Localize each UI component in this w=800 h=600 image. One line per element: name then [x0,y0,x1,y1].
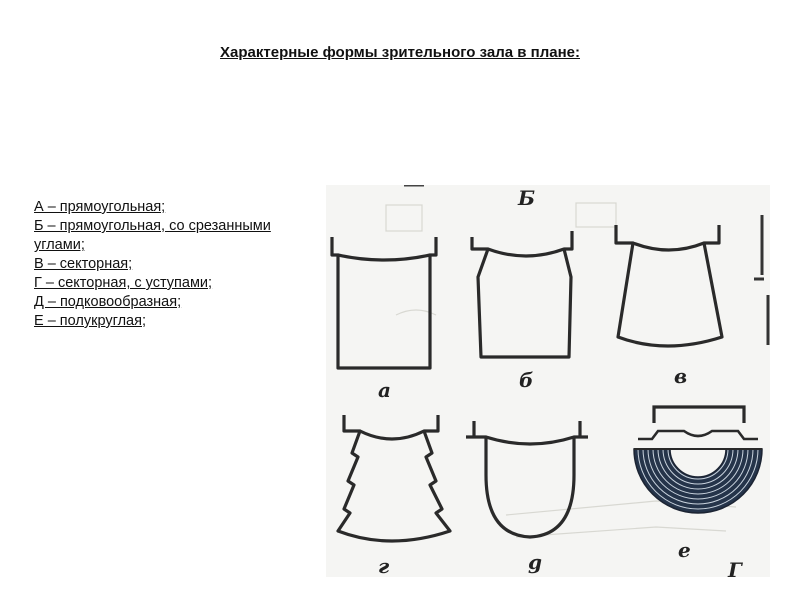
partial-shape-edge [754,215,768,345]
shape-e-semicircular [634,407,762,513]
caption-a: а [378,378,391,402]
legend-item-b: Б – прямоугольная, со срезанными углами; [34,218,271,253]
caption-b: б [519,368,534,392]
legend-item-g: Г – секторная, с уступами; [34,275,213,291]
shape-d-horseshoe [466,421,588,537]
caption-v: в [674,364,688,388]
shape-legend [34,198,304,331]
hall-shapes-diagram [326,185,770,577]
caption-g: г [378,554,390,577]
figure-bottom-label: Г [728,558,742,577]
legend-item-d: Д – подковообразная; [34,294,182,310]
legend-item-e: Е – полукруглая; [34,313,146,329]
legend-item-v: В – секторная; [34,256,133,272]
slide-title: Характерные формы зрительного зала в плане: [220,44,580,61]
shape-v-sector [616,225,722,346]
shape-a-rectangular [332,237,436,368]
figure-header-label: Б [518,186,536,210]
legend-item-a: А – прямоугольная; [34,199,166,215]
hall-shapes-figure [326,185,770,577]
shape-b-cut-corners [472,231,572,357]
caption-e: е [678,538,691,562]
shape-g-stepped-sector [338,415,450,541]
caption-d: g [528,550,542,574]
